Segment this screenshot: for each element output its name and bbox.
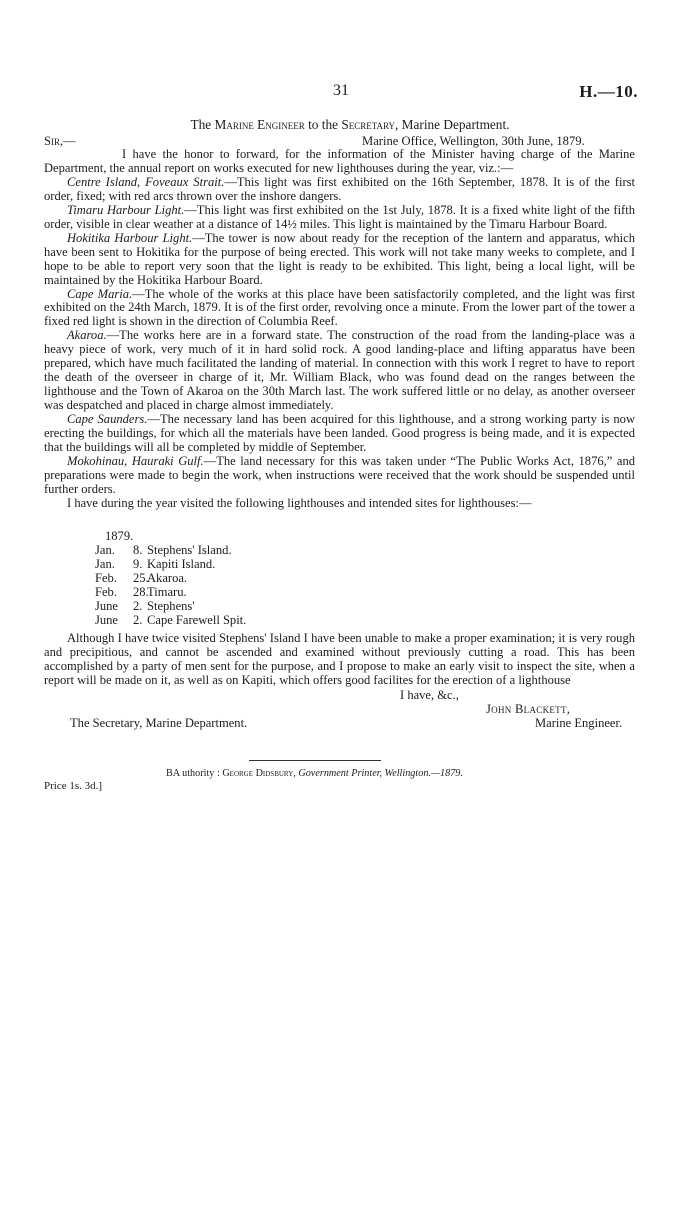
addressee: The Secretary, Marine Department.: [70, 716, 248, 730]
visit-month: Feb.: [95, 570, 117, 585]
visits-list: [95, 530, 246, 628]
paragraph-hokitika: [44, 232, 635, 288]
paragraph-lead: Hokitika Harbour Light.: [67, 230, 193, 245]
paragraph-text: —The land necessary for this was taken under “The Public Works Act, 1876,” and preparations were made to begin the work, when instructions were received that the work should be suspended until further orders.: [44, 453, 635, 496]
closing-paragraph: Although I have twice visited Stephens' Island I have been unable to make a proper examination; it is very rough and precipitious, and cannot be ascended and examined without previously cutting a road. This has been accomplished by a party of men sent for the purpose, and I propose to make an early visit to inspect the site, when a report will be made on it, as well as on Kapiti, which offers good facilites for the erection of a lighthouse: [44, 631, 635, 687]
paragraph-text: —The whole of the works at this place have been satisfactorily completed, and the light was first exhibited on the 24th March, 1879. It is of the first order, revolving once a minute. From the lower part of the tower a fixed red light is shown in the direction of Columbia Reef.: [44, 286, 635, 329]
list-item: [95, 614, 246, 628]
paragraph-text: —The works here are in a forward state. The construction of the road from the landing-place was a heavy piece of work, very much of it in hard solid rock. A good landing-place and lifting apparatus have been prepared, which have much facilitated the landing of material. In connection with this work I regret to have to report the death of the overseer in charge of it, Mr. William Black, who was found dead on the ranges between the lighthouse and the Town of Akaroa on the 30th March last. The work suffered little or no delay, as another overseer was despatched and placed in charge almost immediately.: [44, 328, 635, 413]
list-item: [95, 558, 246, 572]
visit-place: Cape Farewell Spit.: [147, 612, 247, 627]
closing-section: [44, 632, 635, 688]
visit-place: Stephens': [147, 598, 195, 613]
printer-name: George Didsbury: [222, 768, 294, 779]
paragraph-lead: Timaru Harbour Light.: [67, 202, 185, 217]
paragraph-text: —This light was first exhibited on the 16th September, 1878. It is of the first order, fixed; with red arcs thrown over the inshore dangers.: [44, 174, 636, 203]
signatory-title: Marine Engineer.: [535, 716, 623, 730]
salutation: Sir,—: [44, 134, 76, 148]
paragraph-centre-island: [44, 176, 635, 204]
paragraph-text: I have the honor to forward, for the information of the Minister having charge of the Marine Department, the annual report on works executed for new lighthouses during the year, viz.:—: [44, 147, 635, 175]
report-body: [44, 148, 635, 511]
paragraph-timaru: [44, 204, 635, 232]
paragraph-lead: Cape Maria.: [67, 286, 133, 301]
visit-month: June: [95, 612, 118, 627]
paragraph-cape-maria: [44, 288, 635, 330]
visit-day: 9.: [133, 556, 143, 571]
visit-month: Feb.: [95, 584, 117, 599]
visit-day: 28.: [133, 584, 149, 599]
paragraph-lead: Mokohinau, Hauraki Gulf.: [67, 453, 204, 468]
visits-year: 1879.: [105, 529, 134, 543]
letter-heading: [0, 117, 700, 133]
visit-place: Stephens' Island.: [147, 542, 232, 557]
paragraph-lead: Akaroa.: [67, 328, 107, 343]
paragraph-visits-intro: [44, 497, 635, 511]
authority-prefix: BA uthority :: [166, 768, 223, 779]
heading-from: Marine Engineer: [214, 117, 305, 132]
signatory-name: John Blackett,: [486, 702, 571, 716]
dateline: Marine Office, Wellington, 30th June, 1879.: [362, 134, 585, 148]
printer-authority: [166, 768, 463, 779]
authority-suffix: , Government Printer, Wellington.—1879.: [293, 768, 463, 779]
visit-day: 2.: [133, 612, 143, 627]
page-number: 31: [333, 82, 349, 99]
paragraph-akaroa: [44, 329, 635, 413]
visit-month: June: [95, 598, 118, 613]
paragraph-text: —This light was first exhibited on the 1st July, 1878. It is a fixed white light of the fifth order, visible in clear weather at a distance of 14½ miles. This light is maintained by the Timaru Harbour Board.: [44, 202, 635, 231]
heading-prefix: The: [190, 117, 215, 132]
list-item: [95, 600, 246, 614]
paragraph-text: —The tower is now about ready for the reception of the lantern and apparatus, which have been sent to Hokitika for the purpose of being erected. This work will not take many weeks to complete, and I hope to be able to report very soon that the light is ready to be exhibited. This light, being a local light, will be maintained by the Hokitika Harbour Board.: [44, 230, 635, 287]
list-item: [95, 586, 246, 600]
visit-day: 25.: [133, 570, 149, 585]
paragraph-lead: Cape Saunders.: [67, 412, 148, 427]
heading-mid: to the: [304, 117, 342, 132]
paragraph-intro: [44, 148, 635, 176]
visit-day: 2.: [133, 598, 143, 613]
signoff: I have, &c.,: [400, 688, 459, 702]
paragraph-text: —The necessary land has been acquired for this lighthouse, and a strong working party is now erecting the buildings, for which all the materials have been landed. Good progress is being made, and it is expected that the buildings will all be completed by middle of September.: [44, 412, 636, 455]
paragraph-text: I have during the year visited the following lighthouses and intended sites for lighthouses:—: [67, 495, 532, 510]
list-item: [95, 544, 246, 558]
document-reference: H.—10.: [579, 82, 638, 101]
paragraph-lead: Centre Island, Foveaux Strait.: [67, 174, 225, 189]
paragraph-mokohinau: [44, 455, 635, 497]
visit-month: Jan.: [95, 556, 115, 571]
visit-place: Timaru.: [147, 584, 187, 599]
visit-month: Jan.: [95, 542, 115, 557]
heading-to: Secretary: [341, 117, 396, 132]
footer-divider: [249, 760, 381, 761]
visit-day: 8.: [133, 542, 143, 557]
price: Price 1s. 3d.]: [44, 780, 103, 792]
list-item: [95, 572, 246, 586]
heading-suffix: , Marine Department.: [395, 117, 510, 132]
paragraph-cape-saunders: [44, 413, 635, 455]
visit-place: Kapiti Island.: [147, 556, 216, 571]
visit-place: Akaroa.: [147, 570, 188, 585]
